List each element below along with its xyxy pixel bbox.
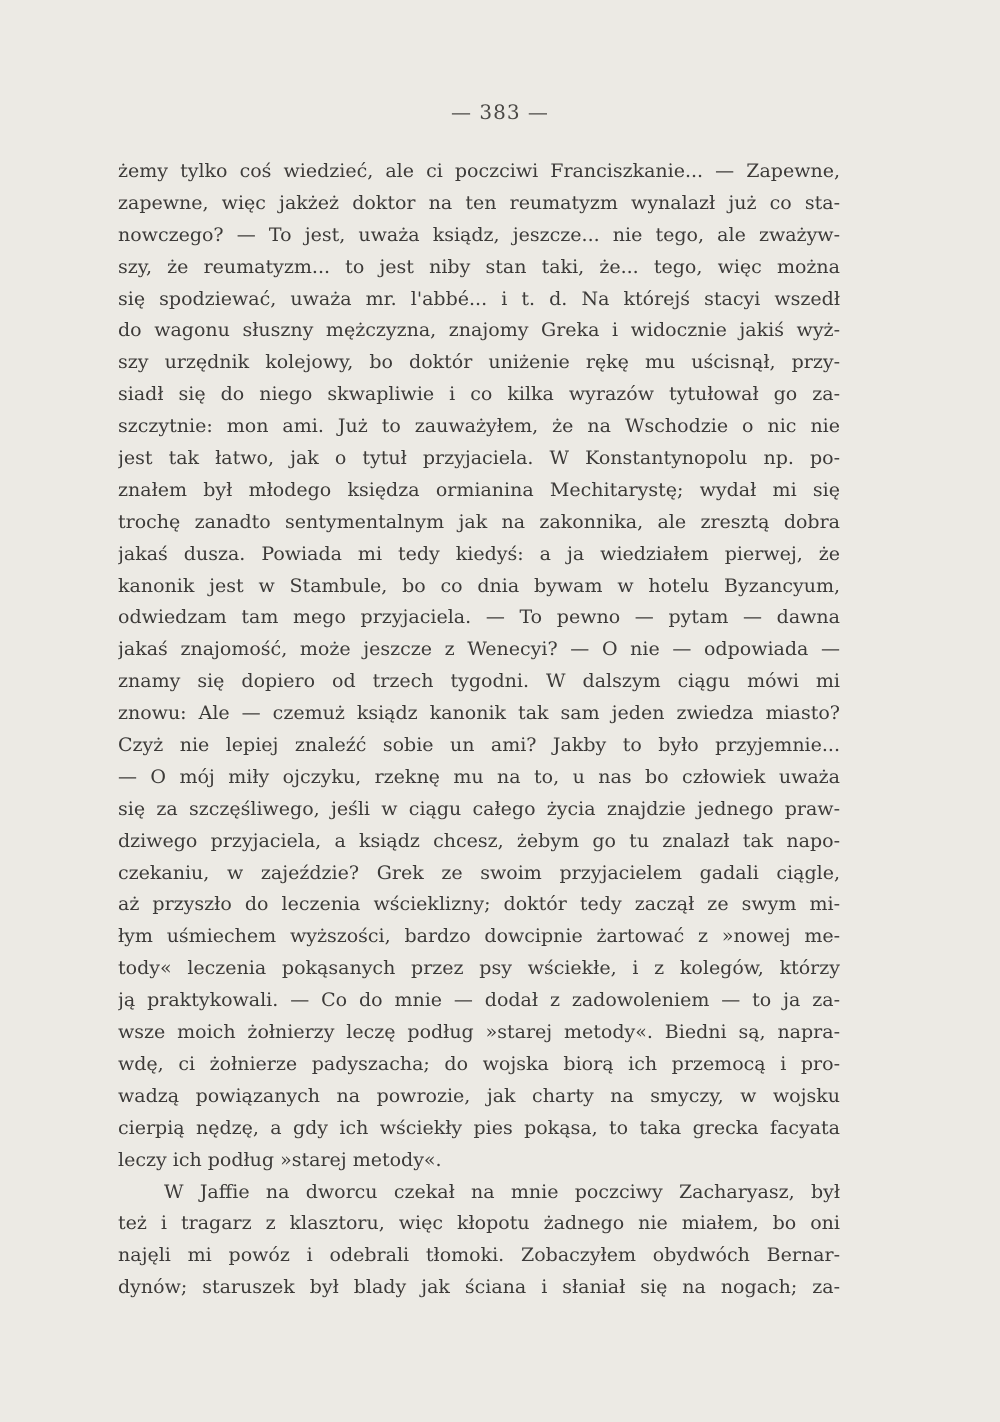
text-line: dziwego przyjaciela, a ksiądz chcesz, żebym go tu znalazł tak napo- — [118, 829, 840, 852]
text-line: dynów; staruszek był blady jak ściana i słaniał się na nogach; za- — [118, 1276, 840, 1299]
text-line: wdę, ci żołnierze padyszacha; do wojska biorą ich przemocą i pro- — [118, 1052, 840, 1075]
text-line: czekaniu, w zajeździe? Grek ze swoim przyjacielem gadali ciągle, — [118, 861, 840, 884]
text-line: trochę zanadto sentymentalnym jak na zakonnika, ale zresztą dobra — [118, 510, 840, 533]
text-line: jest tak łatwo, jak o tytuł przyjaciela. W Konstantynopolu np. po- — [118, 447, 840, 470]
text-line: zapewne, więc jakżeż doktor na ten reumatyzm wynalazł już co sta- — [118, 191, 840, 214]
text-line: Czyż nie lepiej znaleźć sobie un ami? Jakby to było przyjemnie... — [118, 734, 840, 757]
text-line: — O mój miły ojczyku, rzeknę mu na to, u nas bo człowiek uważa — [118, 765, 840, 788]
text-line: znamy się dopiero od trzech tygodni. W dalszym ciągu mówi mi — [118, 670, 840, 693]
text-line: odwiedzam tam mego przyjaciela. — To pewno — pytam — dawna — [118, 606, 840, 629]
text-line: znowu: Ale — czemuż ksiądz kanonik tak sam jeden zwiedza miasto? — [118, 702, 840, 725]
text-line: aż przyszło do leczenia wścieklizny; doktór tedy zaczął ze swym mi- — [118, 893, 840, 916]
text-line: leczy ich podług »starej metody«. — [118, 1148, 442, 1171]
text-line: się spodziewać, uważa mr. l'abbé... i t. d. Na którejś stacyi wszedł — [118, 287, 840, 310]
text-line: też i tragarz z klasztoru, więc kłopotu żadnego nie miałem, bo oni — [118, 1212, 840, 1235]
text-line: szy, że reumatyzm... to jest niby stan taki, że... tego, więc można — [118, 255, 840, 278]
text-line: kanonik jest w Stambule, bo co dnia bywam w hotelu Byzancyum, — [118, 574, 840, 597]
text-line: cierpią nędzę, a gdy ich wściekły pies pokąsa, to taka grecka facyata — [118, 1116, 840, 1139]
text-line: żemy tylko coś wiedzieć, ale ci poczciwi Franciszkanie... — Zapewne, — [118, 160, 840, 182]
text-line: najęli mi powóz i odebrali tłomoki. Zobaczyłem obydwóch Bernar- — [118, 1244, 840, 1267]
text-line: szy urzędnik kolejowy, bo doktór uniżenie rękę mu uścisnął, przy- — [118, 351, 840, 374]
text-line: się za szczęśliwego, jeśli w ciągu całego życia znajdzie jednego praw- — [118, 797, 840, 820]
text-line: znałem był młodego księdza ormianina Mechitarystę; wydał mi się — [118, 478, 840, 501]
text-line: W Jaffie na dworcu czekał na mnie poczciwy Zacharyasz, był — [164, 1180, 840, 1203]
text-line: do wagonu słuszny mężczyzna, znajomy Greka i widocznie jakiś wyż- — [118, 319, 840, 342]
page-number: — 383 — — [451, 100, 549, 124]
text-line: wadzą powiązanych na powrozie, jak charty na smyczy, w wojsku — [118, 1084, 840, 1107]
text-line: łym uśmiechem wyższości, bardzo dowcipnie żartować z »nowej me- — [118, 925, 840, 948]
text-line: siadł się do niego skwapliwie i co kilka wyrazów tytułował go za- — [118, 383, 840, 406]
text-line: jakaś dusza. Powiada mi tedy kiedyś: a ja wiedziałem pierwej, że — [118, 542, 840, 565]
body-text — [118, 156, 840, 1304]
text-line: ją praktykowali. — Co do mnie — dodał z zadowoleniem — to ja za- — [118, 989, 840, 1012]
text-line: wsze moich żołnierzy leczę podług »starej metody«. Biedni są, napra- — [118, 1021, 840, 1044]
text-line: szczytnie: mon ami. Już to zauważyłem, że na Wschodzie o nic nie — [118, 415, 840, 438]
text-line: nowczego? — To jest, uważa ksiądz, jeszcze... nie tego, ale zważyw- — [118, 223, 840, 246]
text-line: jakaś znajomość, może jeszcze z Wenecyi? — O nie — odpowiada — — [118, 638, 840, 661]
text-line: tody« leczenia pokąsanych przez psy wściekłe, i z kolegów, którzy — [118, 957, 840, 980]
